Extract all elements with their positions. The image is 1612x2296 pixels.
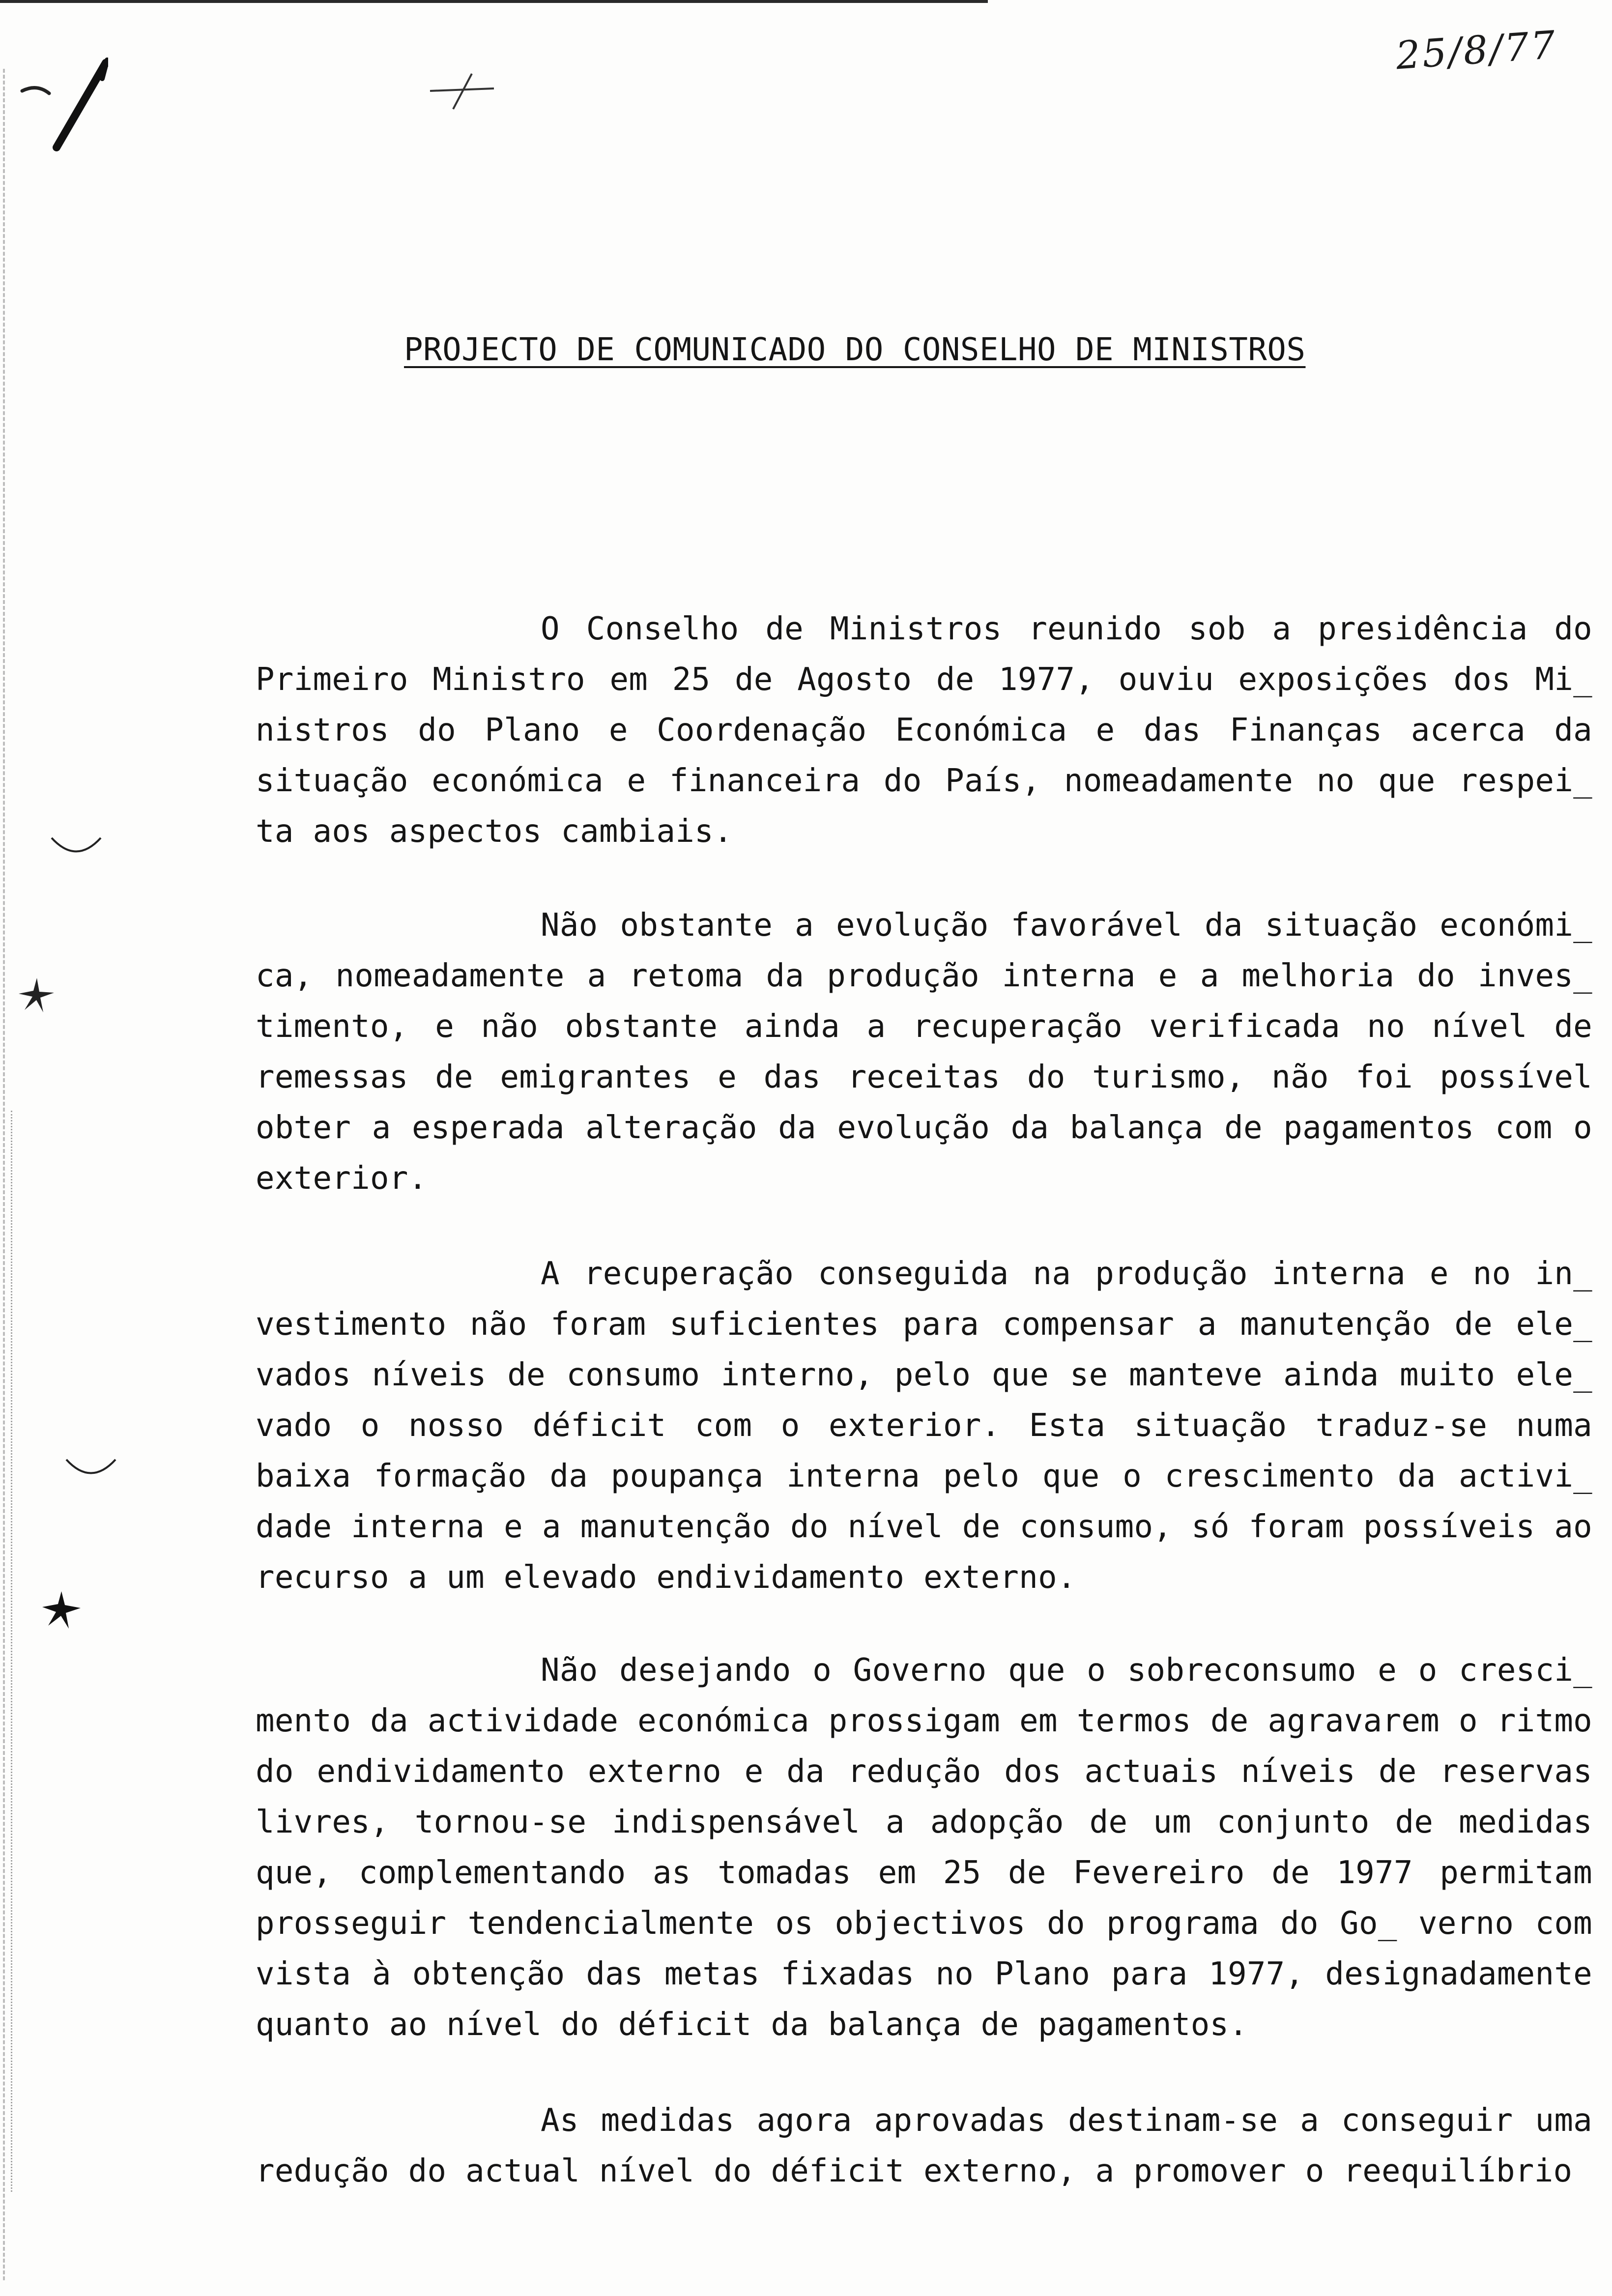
paragraph-4: Não desejando o Governo que o sobreconsumo e o cresci_ mento da actividade económica prossigam em termos de agravarem o ritmo do endividamento externo e da redução dos actuais níveis de reservas livres, tornou-se indispensável a adopção de um conjunto de medidas que, complementando as tomadas em 25 de Fevereiro de 1977 permitam prosseguir tendencialmente os objectivos do programa do Go_ verno com vista à obtenção das metas fixadas no Plano para 1977, designadamente quanto ao nível do déficit da balança de pagamentos. bbox=[256, 1652, 1592, 2043]
handwritten-slash-mark bbox=[10, 49, 108, 172]
paragraph-1: O Conselho de Ministros reunido sob a presidência do Primeiro Ministro em 25 de Agosto de 1977, ouviu exposições dos Mi_ nistros do Plano e Coordenação Económica e das Finanças acerca da situação económica e financeira do País, nomeadamente no que respei_ ta aos aspectos cambiais. bbox=[256, 611, 1592, 850]
paragraph-3: A recuperação conseguida na produção interna e no in_ vestimento não foram suficientes para compensar a manutenção de ele_ vados níveis de consumo interno, pelo que se manteve ainda muito ele_ vado o nosso déficit com o exterior. Esta situação traduz-se numa baixa formação da poupança interna pelo que o crescimento da activi_ dade interna e a manutenção do nível de consumo, só foram possíveis ao recurso a um elevado endividamento externo. bbox=[256, 1256, 1592, 1596]
handwritten-date-note: 25/8/77 bbox=[1394, 23, 1559, 79]
punch-hole-mark-1 bbox=[49, 831, 103, 860]
ink-blot-1 bbox=[15, 973, 59, 1017]
handwritten-cross-mark bbox=[423, 69, 501, 113]
document-title: PROJECTO DE COMUNICADO DO CONSELHO DE MINISTROS bbox=[404, 332, 1306, 368]
left-margin-binding-marks bbox=[11, 1111, 12, 2192]
paragraph-5: As medidas agora aprovadas destinam-se a conseguir uma redução do actual nível do déficit externo, a promover o reequilíbrio bbox=[256, 2102, 1592, 2189]
left-margin-edge bbox=[3, 69, 5, 2280]
top-border-line bbox=[0, 0, 988, 3]
punch-hole-mark-2 bbox=[64, 1452, 118, 1482]
paragraph-2: Não obstante a evolução favorável da situação económi_ ca, nomeadamente a retoma da produção interna e a melhoria do inves_ timento, e não obstante ainda a recuperação verificada no nível de remessas de emigrantes e das receitas do turismo, não foi possível obter a esperada alteração da evolução da balança de pagamentos com o exterior. bbox=[256, 907, 1592, 1197]
ink-blot-2 bbox=[39, 1587, 84, 1632]
